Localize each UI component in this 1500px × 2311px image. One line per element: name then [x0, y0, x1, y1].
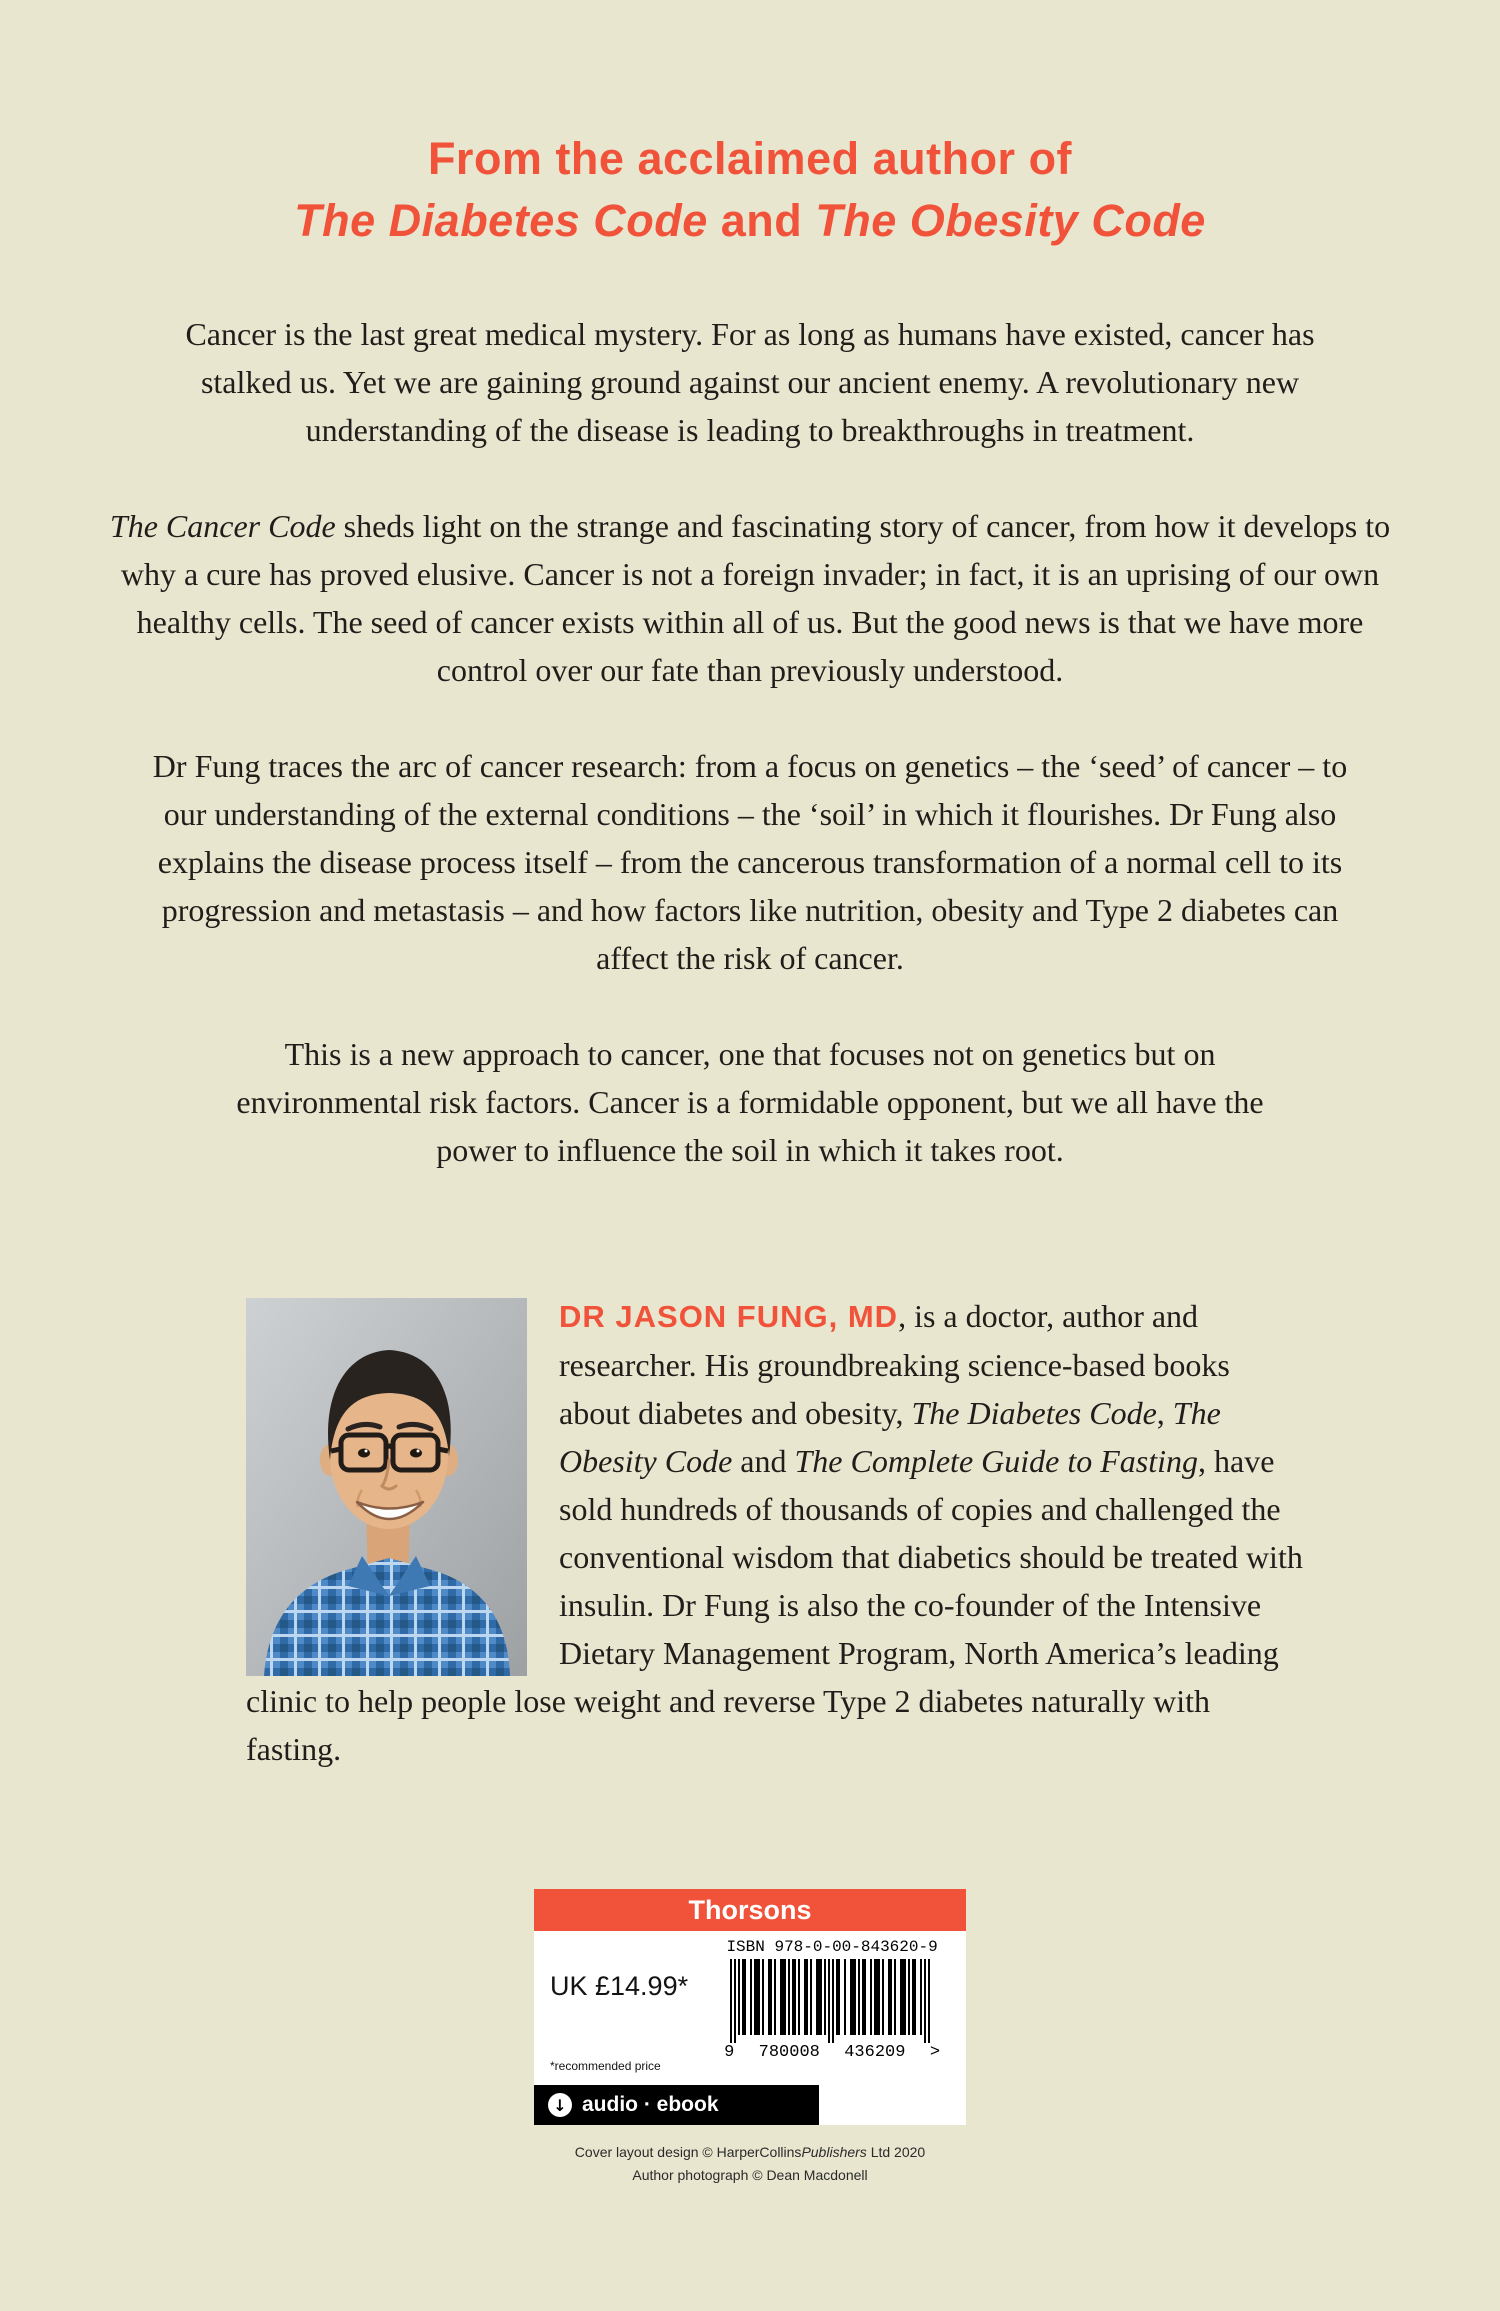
barcode-digits	[724, 2043, 940, 2062]
bio-segment: , have sold hundreds of thousands of copies and challenged the conventional wisdom that diabetics should be treated with insulin. Dr Fung is also the co-founder of the Intensive Dietary Management Program, North America’s leading clinic to help people lose weight and reverse Type 2 diabetes naturally with fasting.	[246, 1443, 1303, 1767]
barcode-lead-digit: 9	[724, 2043, 735, 2062]
back-cover-blurb	[0, 310, 1500, 1174]
formats-bar	[534, 2085, 819, 2125]
book-title-obesity-code: The Obesity Code	[815, 195, 1206, 246]
headline-line1: From the acclaimed author of	[427, 133, 1073, 184]
credits	[0, 2141, 1500, 2187]
book-title-complete-guide-fasting: The Complete Guide to Fasting	[794, 1443, 1199, 1479]
download-icon: ↓	[548, 2093, 572, 2117]
credit-line-2: Author photograph © Dean Macdonell	[632, 2167, 868, 2183]
bio-segment: , is a doctor, author and researcher. His groundbreaking science-based books about diabetes and obesity,	[559, 1298, 1230, 1431]
book-title-obesity-code-bio: The Obesity Code	[559, 1395, 1221, 1479]
blurb-paragraph-3: Dr Fung traces the arc of cancer research: from a focus on genetics – the ‘seed’ of cancer – to our understanding of the external conditions – the ‘soil’ in which it flourishes. Dr Fung also explains the disease process itself – from the cancerous transformation of a normal cell to its progression and metastasis – and how factors like nutrition, obesity and Type 2 diabetes can affect the risk of cancer.	[152, 748, 1348, 976]
bio-segment: and	[732, 1443, 795, 1479]
blurb-paragraph-2-text: sheds light on the strange and fascinating story of cancer, from how it develops to why a cure has proved elusive. Cancer is not a foreign invader; in fact, it is an uprising of our own healthy cells. The seed of cancer exists within all of us. But the good news is that we have more control over our fate than previously understood.	[120, 508, 1391, 688]
price-note: *recommended price	[550, 2059, 661, 2073]
book-title-diabetes-code: The Diabetes Code	[294, 195, 708, 246]
credit-line-1-tail: Ltd 2020	[866, 2144, 926, 2160]
barcode-image	[724, 1959, 940, 2045]
formats-label: audio · ebook	[582, 2093, 719, 2116]
publisher-banner: Thorsons	[534, 1889, 966, 1931]
barcode	[724, 1959, 940, 2045]
imprint-body	[534, 1931, 966, 2085]
author-name: DR JASON FUNG, MD	[559, 1299, 899, 1334]
headline-and: and	[707, 195, 816, 246]
headline-line2	[0, 190, 1500, 252]
author-portrait-illustration	[246, 1298, 527, 1676]
headline	[0, 128, 1500, 252]
imprint-box	[534, 1889, 966, 2125]
credit-line-1	[0, 2141, 1500, 2164]
barcode-column	[698, 1931, 966, 2085]
book-title-diabetes-code-bio: The Diabetes Code	[911, 1395, 1157, 1431]
blurb-paragraph-2	[100, 502, 1400, 694]
bio-segment: ,	[1156, 1395, 1173, 1431]
blurb-paragraph-1: Cancer is the last great medical mystery. For as long as humans have existed, cancer has stalked us. Yet we are gaining ground against our ancient enemy. A revolutionary new understanding of the disease is leading to breakthroughs in treatment.	[185, 316, 1315, 448]
author-photo	[246, 1298, 527, 1676]
credit-publishers-italic: Publishers	[801, 2144, 867, 2160]
book-title-cancer-code: The Cancer Code	[109, 508, 336, 544]
author-bio-section	[246, 1292, 1308, 1773]
isbn: ISBN 978-0-00-843620-9	[726, 1938, 938, 1956]
price: UK £14.99*	[550, 1971, 689, 2001]
barcode-group-2: 436209	[844, 2043, 906, 2062]
price-column	[534, 1931, 698, 2085]
credit-line-1-text: Cover layout design © HarperCollins	[574, 2144, 802, 2160]
barcode-end-mark: >	[929, 2043, 941, 2062]
barcode-group-1: 780008	[758, 2043, 820, 2062]
blurb-paragraph-4: This is a new approach to cancer, one that focuses not on genetics but on environmental risk factors. Cancer is a formidable opponent, but we all have the power to influence the soil in which it takes root.	[236, 1036, 1264, 1168]
